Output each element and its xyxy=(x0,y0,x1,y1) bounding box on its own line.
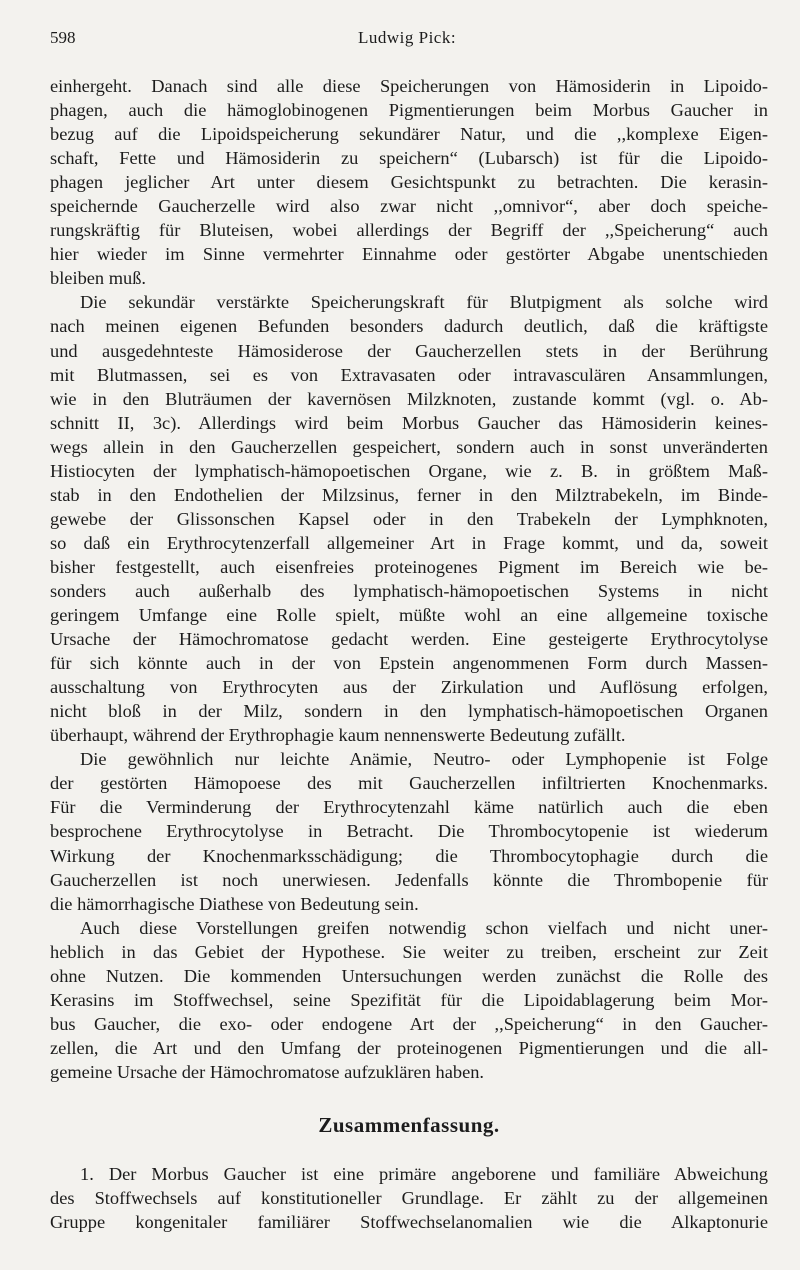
paragraph xyxy=(50,916,768,1084)
text-line: so daß ein Erythrocytenzerfall allgemeiner Art in Frage kommt, und da, soweit xyxy=(50,532,768,553)
text-line: einhergeht. Danach sind alle diese Speicherungen von Hämosiderin in Lipoido- xyxy=(50,76,768,96)
text-line: Wirkung der Knochenmarksschädigung; die Thrombocytophagie durch die xyxy=(50,845,768,866)
text-line: nicht bloß in der Milz, sondern in den lymphatisch-hämopoetischen Organen xyxy=(50,701,768,722)
paragraphs xyxy=(50,74,768,1084)
page-number: 598 xyxy=(50,28,76,47)
text-line: phagen, auch die hämoglobinogenen Pigmentierungen beim Morbus Gaucher in xyxy=(50,100,768,121)
text-line: Ursache der Hämochromatose gedacht werden. Eine gesteigerte Erythrocytolyse xyxy=(50,629,768,650)
summary-paragraph xyxy=(50,1162,768,1234)
text-line: Für die Verminderung der Erythrocytenzahl käme natürlich auch die eben xyxy=(50,797,768,818)
text-line: geringem Umfange eine Rolle spielt, müßte wohl an eine allgemeine toxische xyxy=(50,605,768,626)
text-line: gemeine Ursache der Hämochromatose aufzuklären haben. xyxy=(50,1061,485,1082)
text-line: Kerasins im Stoffwechsel, seine Spezifität für die Lipoidablagerung beim Mor- xyxy=(50,989,768,1010)
running-title: Ludwig Pick: xyxy=(358,28,457,47)
text-line: bisher festgestellt, auch eisenfreies proteinogenes Pigment im Bereich wie be- xyxy=(50,556,768,577)
text-line: sonders auch außerhalb des lymphatisch-hämopoetischen Systems in nicht xyxy=(50,580,768,601)
text-line: schaft, Fette und Hämosiderin zu speichern“ (Lubarsch) ist für die Lipoido- xyxy=(50,148,768,169)
running-head xyxy=(50,28,770,52)
text-line: Gruppe kongenitaler familiärer Stoffwechselanomalien wie die Alkaptonurie xyxy=(50,1212,768,1233)
text-line: rungskräftig für Bluteisen, wobei allerdings der Begriff der ,,Speicherung“ auch xyxy=(50,220,768,241)
paragraph xyxy=(50,74,768,290)
text-line: Gaucherzellen ist noch unerwiesen. Jedenfalls könnte die Thrombopenie für xyxy=(50,869,768,890)
paragraph xyxy=(50,747,768,915)
text-line: bezug auf die Lipoidspeicherung sekundärer Natur, und die ,,komplexe Eigen- xyxy=(50,124,768,145)
text-line: des Stoffwechsels auf konstitutioneller Grundlage. Er zählt zu der allgemeinen xyxy=(50,1188,768,1209)
text-line: zellen, die Art und den Umfang der proteinogenen Pigmentierungen und die all- xyxy=(50,1037,768,1058)
text-line: speichernde Gaucherzelle wird also zwar nicht ,,omnivor“, aber doch speiche- xyxy=(50,196,768,217)
text-line: heblich in das Gebiet der Hypothese. Sie weiter zu treiben, erscheint zur Zeit xyxy=(50,941,768,962)
text-line: für sich könnte auch in der von Epstein angenommenen Form durch Massen- xyxy=(50,653,768,674)
text-line: wegs allein in den Gaucherzellen gespeichert, sondern auch in sonst unveränderten xyxy=(50,436,768,457)
text-line: ohne Nutzen. Die kommenden Untersuchungen werden zunächst die Rolle des xyxy=(50,965,768,986)
text-line: überhaupt, während der Erythrophagie kaum nennenswerte Bedeutung zufällt. xyxy=(50,725,626,746)
text-line: Auch diese Vorstellungen greifen notwendig schon vielfach und nicht uner- xyxy=(80,917,768,938)
text-line: wie in den Bluträumen der kavernösen Milzknoten, zustande kommt (vgl. o. Ab- xyxy=(50,388,768,409)
text-line: schnitt II, 3c). Allerdings wird beim Morbus Gaucher das Hämosiderin keines- xyxy=(50,412,768,433)
text-line: und ausgedehnteste Hämosiderose der Gaucherzellen stets in der Berührung xyxy=(50,340,768,361)
text-line: mit Blutmassen, sei es von Extravasaten oder intravasculären Ansammlungen, xyxy=(50,364,768,385)
text-line: gewebe der Glissonschen Kapsel oder in den Trabekeln der Lymphknoten, xyxy=(50,508,768,529)
text-line: stab in den Endothelien der Milzsinus, ferner in den Milztrabekeln, im Binde- xyxy=(50,484,768,505)
text-line: die hämorrhagische Diathese von Bedeutung sein. xyxy=(50,893,419,914)
body-text xyxy=(50,74,768,1234)
section-heading: Zusammenfassung. xyxy=(318,1112,500,1137)
text-line: Histiocyten der lymphatisch-hämopoetischen Organe, wie z. B. in größtem Maß- xyxy=(50,460,768,481)
text-line: Die gewöhnlich nur leichte Anämie, Neutro- oder Lymphopenie ist Folge xyxy=(80,749,768,770)
text-line: 1. Der Morbus Gaucher ist eine primäre angeborene und familiäre Abweichung xyxy=(80,1163,768,1184)
paragraph xyxy=(50,290,768,747)
text-line: hier wieder im Sinne vermehrter Einnahme oder gestörter Abgabe unentschieden xyxy=(50,244,768,265)
text-line: phagen jeglicher Art unter diesem Gesichtspunkt zu betrachten. Die kerasin- xyxy=(50,172,768,193)
text-line: nach meinen eigenen Befunden besonders dadurch deutlich, daß die kräftigste xyxy=(50,316,768,337)
text-line: Die sekundär verstärkte Speicherungskraft für Blutpigment als solche wird xyxy=(80,292,768,313)
text-line: ausschaltung von Erythrocyten aus der Zirkulation und Auflösung erfolgen, xyxy=(50,677,768,698)
text-line: bleiben muß. xyxy=(50,268,147,289)
text-line: bus Gaucher, die exo- oder endogene Art der ,,Speicherung“ in den Gaucher- xyxy=(50,1013,768,1034)
text-line: der gestörten Hämopoese des mit Gaucherzellen infiltrierten Knochenmarks. xyxy=(50,773,768,794)
text-line: besprochene Erythrocytolyse in Betracht. Die Thrombocytopenie ist wiederum xyxy=(50,821,768,842)
